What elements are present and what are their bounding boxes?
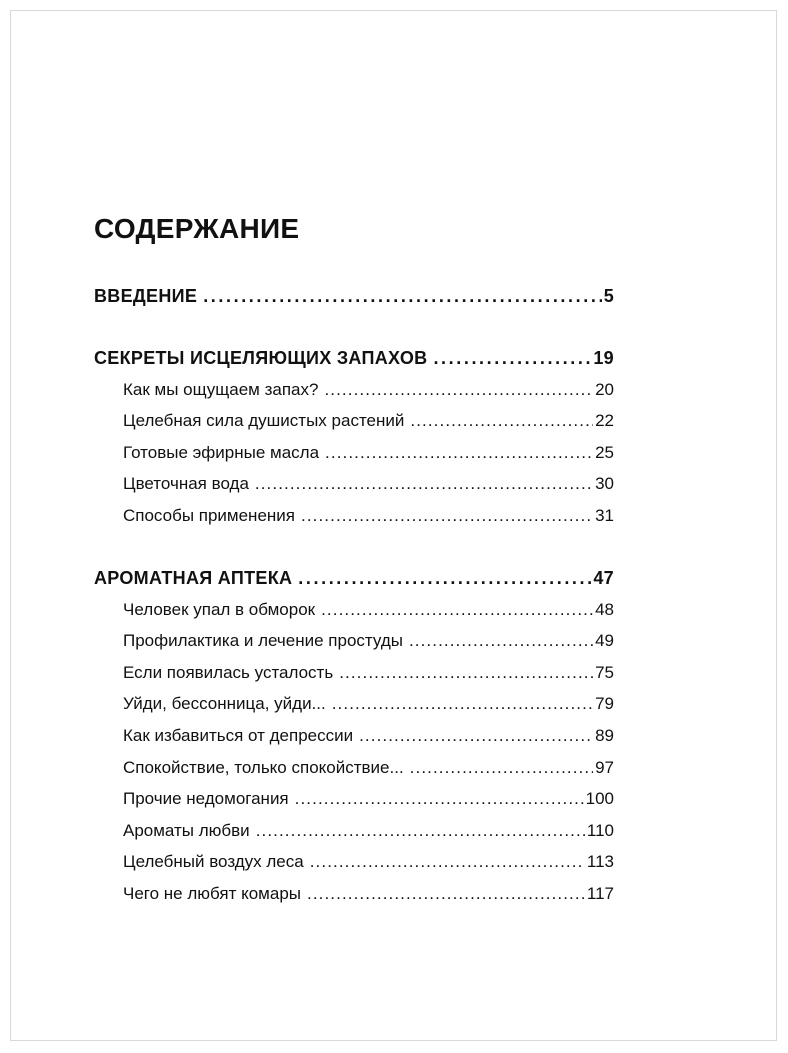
toc-item-label: Профилактика и лечение простуды	[123, 631, 403, 651]
toc-item-row[interactable]	[94, 625, 614, 657]
toc-page-number: 5	[603, 285, 614, 306]
toc-item-label: Прочие недомогания	[123, 789, 289, 809]
toc-leader-dots	[301, 500, 593, 532]
toc-leader-dots	[295, 783, 584, 815]
toc-leader-dots	[433, 342, 591, 374]
toc-page-number: 22	[595, 411, 614, 431]
toc-item-label: Человек упал в обморок	[123, 599, 316, 619]
toc-page-number: 97	[595, 757, 614, 777]
toc-leader-dots	[332, 688, 593, 720]
toc-item-label: Уйди, бессонница, уйди...	[123, 694, 326, 714]
toc-item-label: Как избавиться от депрессии	[123, 725, 354, 745]
toc-item-label: Готовые эфирные масла	[123, 442, 320, 462]
toc-leader-dots	[410, 752, 593, 784]
toc-leader-dots	[310, 846, 585, 878]
toc-item-label: Как мы ощущаем запах?	[123, 379, 319, 399]
toc-page-number: 20	[595, 379, 614, 399]
toc-item-row[interactable]	[94, 468, 614, 500]
toc-item-label: Целебный воздух леса	[123, 852, 304, 872]
toc-page-number: 49	[595, 631, 614, 651]
toc-item-label: Способы применения	[123, 505, 295, 525]
toc-leader-dots	[298, 562, 591, 594]
toc-item-label: Ароматы любви	[123, 820, 250, 840]
toc-leader-dots	[325, 437, 593, 469]
toc-page-number: 31	[595, 505, 614, 525]
toc-section-aroma-pharmacy	[94, 562, 614, 910]
toc-item-row[interactable]	[94, 594, 614, 626]
toc-item-label: Если появилась усталость	[123, 662, 334, 682]
toc-leader-dots	[410, 405, 593, 437]
toc-page-number: 79	[595, 694, 614, 714]
toc-chapter-row[interactable]	[94, 342, 614, 374]
toc-page-number: 100	[585, 789, 614, 809]
toc-item-label: Спокойствие, только спокойствие...	[123, 757, 404, 777]
toc-chapter-row[interactable]	[94, 280, 614, 312]
toc-section-introduction	[94, 280, 614, 312]
toc-page-number: 117	[586, 883, 614, 903]
toc-leader-dots	[409, 625, 593, 657]
toc-item-row[interactable]	[94, 437, 614, 469]
toc-item-row[interactable]	[94, 374, 614, 406]
toc-item-row[interactable]	[94, 500, 614, 532]
toc-item-row[interactable]	[94, 878, 614, 910]
toc-leader-dots	[321, 594, 593, 626]
toc-item-row[interactable]	[94, 657, 614, 689]
toc-page-number: 75	[595, 662, 614, 682]
toc-leader-dots	[324, 374, 593, 406]
toc-page-number: 25	[595, 442, 614, 462]
toc-item-row[interactable]	[94, 752, 614, 784]
toc-leader-dots	[203, 280, 602, 312]
toc-chapter-row[interactable]	[94, 562, 614, 594]
toc-chapter-label: АРОМАТНАЯ АПТЕКА	[94, 567, 293, 588]
toc-item-row[interactable]	[94, 783, 614, 815]
toc-section-secrets	[94, 342, 614, 532]
toc-leader-dots	[255, 468, 593, 500]
toc-chapter-label: ВВЕДЕНИЕ	[94, 285, 198, 306]
toc-chapter-label: СЕКРЕТЫ ИСЦЕЛЯЮЩИХ ЗАПАХОВ	[94, 347, 428, 368]
toc-item-row[interactable]	[94, 846, 614, 878]
toc-item-row[interactable]	[94, 720, 614, 752]
table-of-contents	[94, 212, 614, 910]
toc-page-number: 110	[586, 820, 614, 840]
toc-page-number: 47	[593, 567, 614, 588]
toc-page-number: 89	[595, 725, 614, 745]
page-title: СОДЕРЖАНИЕ	[94, 213, 300, 244]
toc-leader-dots	[339, 657, 593, 689]
toc-item-row[interactable]	[94, 815, 614, 847]
toc-item-label: Целебная сила душистых растений	[123, 411, 405, 431]
toc-item-row[interactable]	[94, 405, 614, 437]
toc-item-label: Цветочная вода	[123, 474, 249, 494]
toc-page-number: 113	[586, 852, 614, 872]
toc-leader-dots	[307, 878, 585, 910]
toc-item-label: Чего не любят комары	[123, 883, 302, 903]
toc-page-number: 30	[595, 474, 614, 494]
toc-page-number: 48	[595, 599, 614, 619]
toc-page-number: 19	[593, 347, 614, 368]
toc-leader-dots	[256, 815, 585, 847]
toc-item-row[interactable]	[94, 688, 614, 720]
toc-leader-dots	[359, 720, 593, 752]
